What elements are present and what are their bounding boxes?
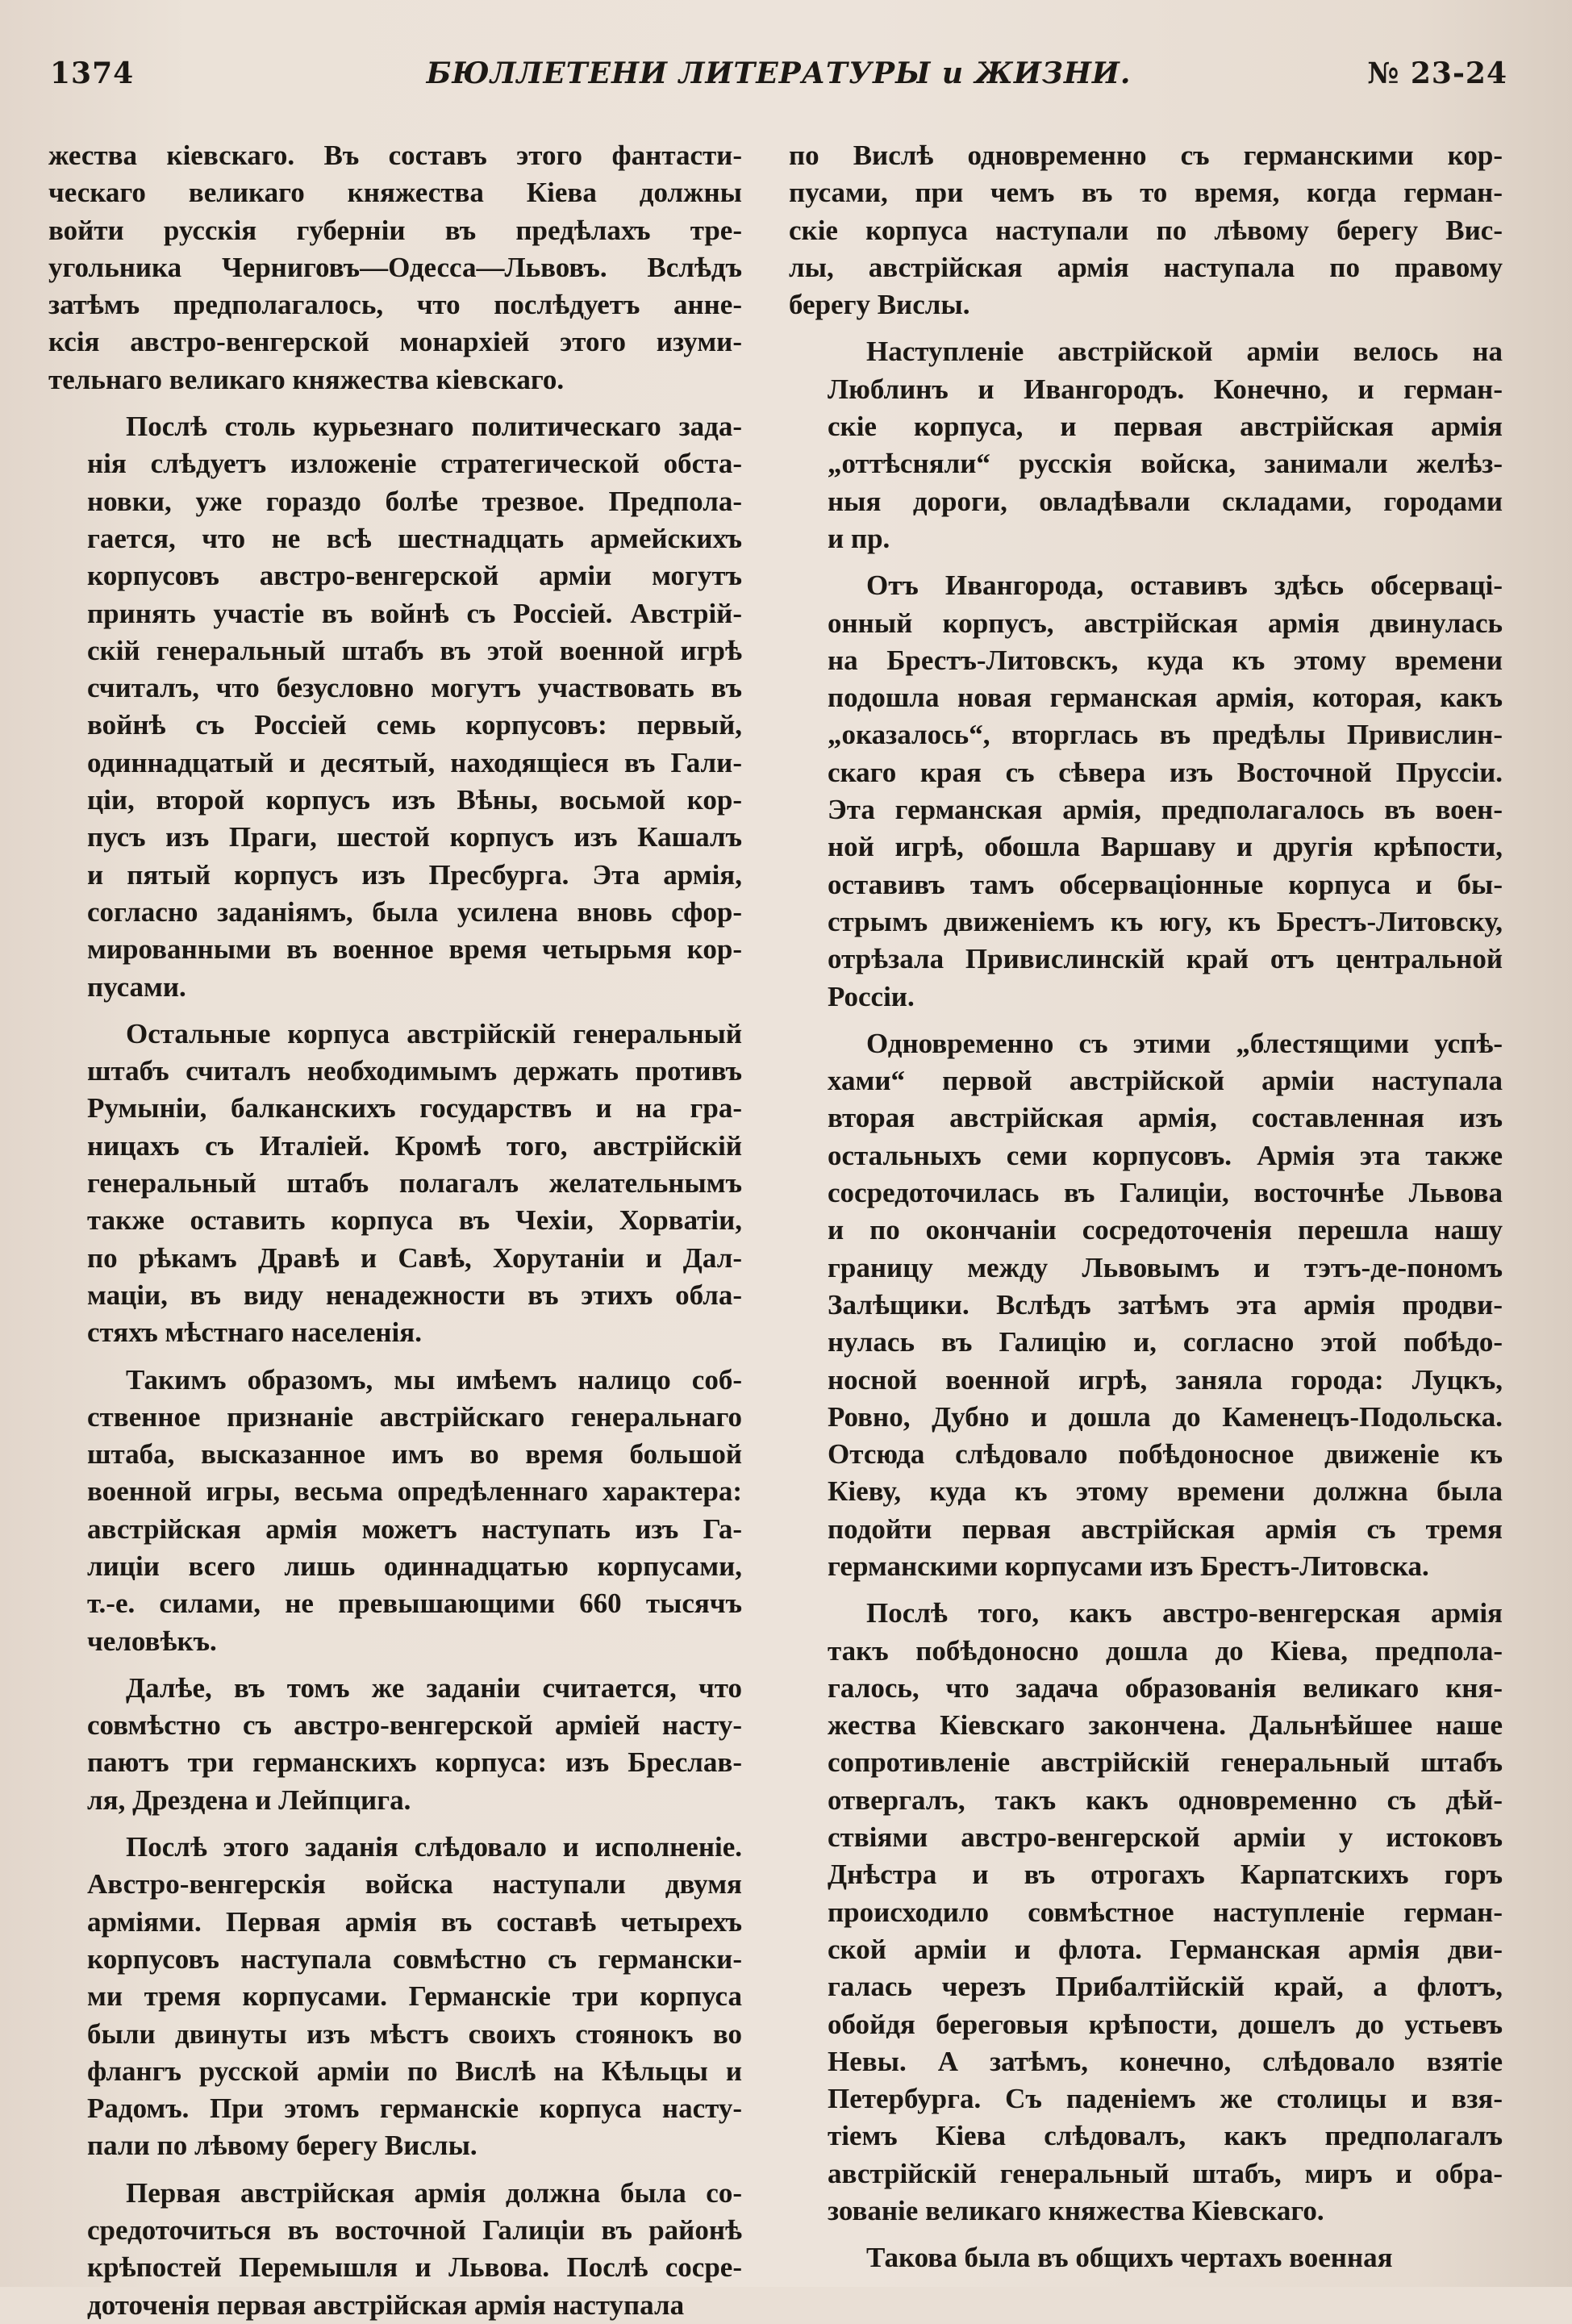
text-line: „оттѣсняли“ русскія войска, занимали желѣз- bbox=[828, 448, 1503, 480]
text-line: пусами. bbox=[87, 970, 186, 1003]
paragraph bbox=[48, 408, 742, 1006]
text-line: сопротивленіе австрійскій генеральный штабъ bbox=[828, 1746, 1503, 1779]
left-text-column bbox=[48, 137, 742, 2324]
text-line: Невы. А затѣмъ, конечно, слѣдовало взятіе bbox=[828, 2045, 1503, 2077]
text-line: Румыніи, балканскихъ государствъ и на гра- bbox=[87, 1092, 742, 1124]
text-line: ской арміи и флота. Германская армія дви- bbox=[828, 1933, 1503, 1965]
text-line: Россіи. bbox=[828, 980, 915, 1012]
text-line: жества Кіевскаго закончена. Дальнѣйшее наше bbox=[828, 1709, 1503, 1742]
paragraph bbox=[48, 1362, 742, 1660]
paragraph bbox=[48, 137, 742, 398]
text-line: стрымъ движеніемъ къ югу, къ Брестъ-Литовску, bbox=[828, 905, 1503, 937]
text-line: ной игрѣ, обошла Варшаву и другія крѣпости, bbox=[828, 831, 1503, 863]
text-line: крѣпостей Перемышля и Львова. Послѣ сосре- bbox=[87, 2251, 742, 2284]
text-line: лиціи всего лишь одиннадцатью корпусами, bbox=[87, 1550, 742, 1582]
text-line: ныя дороги, овладѣвали складами, городами bbox=[828, 485, 1503, 517]
text-line: и пятый корпусъ изъ Пресбурга. Эта армія, bbox=[87, 858, 742, 891]
text-line: ственное признаніе австрійскаго генеральнаго bbox=[87, 1400, 742, 1433]
text-line: ствіями австро-венгерской арміи у истоковъ bbox=[828, 1821, 1503, 1854]
text-line: стяхъ мѣстнаго населенія. bbox=[87, 1316, 422, 1349]
text-line: австрійская армія можетъ наступать изъ Га- bbox=[87, 1512, 742, 1545]
text-line: Австро-венгерскія войска наступали двумя bbox=[87, 1868, 742, 1901]
paragraph bbox=[48, 1016, 742, 1352]
text-line: Такова была въ общихъ чертахъ военная bbox=[866, 2242, 1393, 2274]
text-line: нулась въ Галицію и, согласно этой побѣдо- bbox=[828, 1326, 1503, 1358]
page-number: 1374 bbox=[50, 56, 135, 90]
text-line: гается, что не всѣ шестнадцать армейскихъ bbox=[87, 522, 742, 554]
text-line: Одновременно съ этими „блестящими успѣ- bbox=[866, 1027, 1503, 1059]
text-line: скіе корпуса, и первая австрійская армія bbox=[828, 411, 1503, 443]
text-line: берегу Вислы. bbox=[789, 289, 970, 321]
text-line: скіе корпуса наступали по лѣвому берегу Вис- bbox=[789, 214, 1503, 246]
text-line: штаба, высказанное имъ во время большой bbox=[87, 1438, 742, 1471]
text-line: Днѣстра и въ отрогахъ Карпатскихъ горъ bbox=[828, 1859, 1503, 1891]
text-line: подошла новая германская армія, которая, какъ bbox=[828, 682, 1503, 714]
text-line: были двинуты изъ мѣстъ своихъ стоянокъ во bbox=[87, 2017, 742, 2050]
text-line: и пр. bbox=[828, 522, 890, 554]
text-line: подойти первая австрійская армія съ тремя bbox=[828, 1512, 1503, 1545]
text-line: средоточиться въ восточной Галиціи въ районѣ bbox=[87, 2214, 742, 2247]
text-line: по рѣкамъ Дравѣ и Савѣ, Хорутаніи и Дал- bbox=[87, 1241, 742, 1274]
paragraph bbox=[789, 137, 1503, 323]
text-line: Послѣ столь курьезнаго политическаго зада- bbox=[126, 411, 742, 443]
text-line: обойдя береговыя крѣпости, дошелъ до устьевъ bbox=[828, 2008, 1503, 2040]
text-line: войнѣ съ Россіей семь корпусовъ: первый, bbox=[87, 709, 742, 741]
text-line: оставивъ тамъ обсерваціонные корпуса и бы- bbox=[828, 868, 1503, 900]
text-line: Первая австрійская армія должна была со- bbox=[126, 2176, 742, 2209]
text-line: ціи, второй корпусъ изъ Вѣны, восьмой кор- bbox=[87, 784, 742, 816]
paragraph bbox=[48, 2175, 742, 2324]
text-line: остальныхъ семи корпусовъ. Армія эта также bbox=[828, 1139, 1503, 1171]
text-line: жества кіевскаго. Въ составъ этого фантасти- bbox=[48, 140, 742, 171]
text-line: военной игры, весьма опредѣленнаго характера: bbox=[87, 1475, 742, 1508]
text-line: Отъ Ивангорода, оставивъ здѣсь обсерваці- bbox=[866, 570, 1503, 602]
text-line: одиннадцатый и десятый, находящіеся въ Гали- bbox=[87, 746, 742, 778]
text-line: Послѣ этого заданія слѣдовало и исполненіе. bbox=[126, 1831, 742, 1863]
text-line: согласно заданіямъ, была усилена вновь сфор- bbox=[87, 895, 742, 928]
text-line: Послѣ того, какъ австро-венгерская армія bbox=[866, 1597, 1503, 1629]
text-line: „оказалось“, вторглась въ предѣлы Привислин- bbox=[828, 719, 1503, 751]
text-line: Отсюда слѣдовало побѣдоносное движеніе къ bbox=[828, 1438, 1503, 1471]
text-line: затѣмъ предполагалось, что послѣдуетъ анне- bbox=[48, 289, 742, 321]
paragraph bbox=[48, 1829, 742, 2165]
text-line: тіемъ Кіева слѣдовалъ, какъ предполагалъ bbox=[828, 2120, 1503, 2152]
text-line: паютъ три германскихъ корпуса: изъ Бреслав- bbox=[87, 1746, 742, 1779]
text-line: такъ побѣдоносно дошла до Кіева, предпола- bbox=[828, 1634, 1503, 1667]
text-line: Кіеву, куда къ этому времени должна была bbox=[828, 1475, 1503, 1508]
text-line: ксія австро-венгерской монархіей этого изуми- bbox=[48, 326, 742, 358]
text-line: вторая австрійская армія, составленная изъ bbox=[828, 1102, 1503, 1134]
text-line: границу между Львовымъ и тэтъ-де-пономъ bbox=[828, 1251, 1503, 1283]
text-line: галась черезъ Прибалтійскій край, а флотъ, bbox=[828, 1971, 1503, 2003]
text-line: онный корпусъ, австрійская армія двинулась bbox=[828, 607, 1503, 639]
text-line: войти русскія губерніи въ предѣлахъ тре- bbox=[48, 214, 742, 246]
text-line: отвергалъ, такъ какъ одновременно съ дѣй- bbox=[828, 1784, 1503, 1816]
text-line: т.-е. силами, не превышающими 660 тысячъ bbox=[87, 1588, 742, 1620]
text-line: флангъ русской арміи по Вислѣ на Кѣльцы и bbox=[87, 2055, 742, 2087]
text-line: корпусовъ наступала совмѣстно съ германски- bbox=[87, 1942, 742, 1975]
text-line: отрѣзала Привислинскій край отъ центральной bbox=[828, 943, 1503, 975]
text-line: пусъ изъ Праги, шестой корпусъ изъ Кашалъ bbox=[87, 821, 742, 853]
running-title: БЮЛЛЕТЕНИ ЛИТЕРАТУРЫ и ЖИЗНИ. bbox=[426, 56, 1132, 90]
text-line: по Вислѣ одновременно съ германскими кор- bbox=[789, 140, 1503, 171]
text-line: принять участіе въ войнѣ съ Россіей. Австрій- bbox=[87, 597, 742, 629]
text-line: пусами, при чемъ въ то время, когда герман- bbox=[789, 177, 1503, 209]
text-line: Далѣе, въ томъ же заданіи считается, что bbox=[126, 1671, 742, 1704]
text-line: генеральный штабъ полагалъ желательнымъ bbox=[87, 1167, 742, 1200]
text-line: мированными въ военное время четырьмя кор- bbox=[87, 933, 742, 966]
text-line: зованіе великаго княжества Кіевскаго. bbox=[828, 2195, 1324, 2227]
text-line: Такимъ образомъ, мы имѣемъ налицо соб- bbox=[126, 1363, 742, 1396]
text-line: угольника Черниговъ—Одесса—Львовъ. Вслѣдъ bbox=[48, 251, 742, 283]
text-line: Ровно, Дубно и дошла до Каменецъ-Подольска. bbox=[828, 1400, 1503, 1433]
text-line: человѣкъ. bbox=[87, 1625, 217, 1657]
text-line: считалъ, что безусловно могутъ участвовать въ bbox=[87, 672, 742, 704]
text-line: ля, Дрездена и Лейпцига. bbox=[87, 1784, 411, 1816]
text-line: корпусовъ австро-венгерской арміи могутъ bbox=[87, 560, 742, 592]
text-line: германскими корпусами изъ Брестъ-Литовска. bbox=[828, 1550, 1429, 1582]
text-line: скій генеральный штабъ въ этой военной игрѣ bbox=[87, 634, 742, 666]
text-line: ницахъ съ Италіей. Кромѣ того, австрійскій bbox=[87, 1129, 742, 1162]
text-line: тельнаго великаго княжества кіевскаго. bbox=[48, 363, 565, 395]
text-line: Люблинъ и Ивангородъ. Конечно, и герман- bbox=[828, 373, 1503, 405]
text-line: Радомъ. При этомъ германскіе корпуса насту- bbox=[87, 2092, 742, 2125]
right-text-column bbox=[789, 137, 1503, 2277]
text-line: маціи, въ виду ненадежности въ этихъ обла- bbox=[87, 1279, 742, 1311]
text-line: и по окончаніи сосредоточенія перешла нашу bbox=[828, 1214, 1503, 1246]
text-line: Наступленіе австрійской арміи велось на bbox=[866, 336, 1503, 368]
text-line: арміями. Первая армія въ составѣ четырехъ bbox=[87, 1905, 742, 1938]
text-line: хами“ первой австрійской арміи наступала bbox=[828, 1065, 1503, 1097]
text-line: на Брестъ-Литовскъ, куда къ этому времени bbox=[828, 644, 1503, 676]
text-line: Петербурга. Съ паденіемъ же столицы и взя- bbox=[828, 2083, 1503, 2115]
text-line: Залѣщики. Вслѣдъ затѣмъ эта армія продви- bbox=[828, 1288, 1503, 1321]
text-line: лы, австрійская армія наступала по правому bbox=[789, 251, 1503, 283]
text-line: также оставить корпуса въ Чехіи, Хорватіи, bbox=[87, 1204, 742, 1237]
text-line: австрійскій генеральный штабъ, миръ и обра- bbox=[828, 2157, 1503, 2189]
text-line: Эта германская армія, предполагалось въ воен- bbox=[828, 794, 1503, 826]
paragraph bbox=[789, 333, 1503, 557]
text-line: носной военной игрѣ, заняла города: Луцкъ, bbox=[828, 1363, 1503, 1396]
paragraph bbox=[789, 2239, 1503, 2276]
paragraph bbox=[789, 1595, 1503, 2230]
text-line: ческаго великаго княжества Кіева должны bbox=[48, 177, 742, 209]
text-line: новки, уже гораздо болѣе трезвое. Предпола- bbox=[87, 485, 742, 517]
text-line: штабъ считалъ необходимымъ держать противъ bbox=[87, 1055, 742, 1087]
paragraph bbox=[48, 1670, 742, 1819]
text-line: скаго края съ сѣвера изъ Восточной Пруссіи. bbox=[828, 756, 1503, 788]
text-line: галось, что задача образованія великаго кня- bbox=[828, 1671, 1503, 1704]
running-header bbox=[50, 56, 1507, 105]
text-line: Остальные корпуса австрійскій генеральный bbox=[126, 1017, 742, 1049]
text-line: пали по лѣвому берегу Вислы. bbox=[87, 2130, 477, 2162]
text-line: ми тремя корпусами. Германскіе три корпуса bbox=[87, 1980, 742, 2013]
text-line: доточенія первая австрійская армія наступала bbox=[87, 2289, 685, 2321]
text-line: совмѣстно съ австро-венгерской арміей насту- bbox=[87, 1709, 742, 1742]
text-line: нія слѣдуетъ изложеніе стратегической обста- bbox=[87, 448, 742, 480]
text-line: происходило совмѣстное наступленіе герман- bbox=[828, 1896, 1503, 1928]
issue-number: № 23-24 bbox=[1367, 56, 1507, 90]
paragraph bbox=[789, 567, 1503, 1016]
paragraph bbox=[789, 1025, 1503, 1585]
text-line: сосредоточилась въ Галиціи, восточнѣе Львова bbox=[828, 1177, 1503, 1209]
